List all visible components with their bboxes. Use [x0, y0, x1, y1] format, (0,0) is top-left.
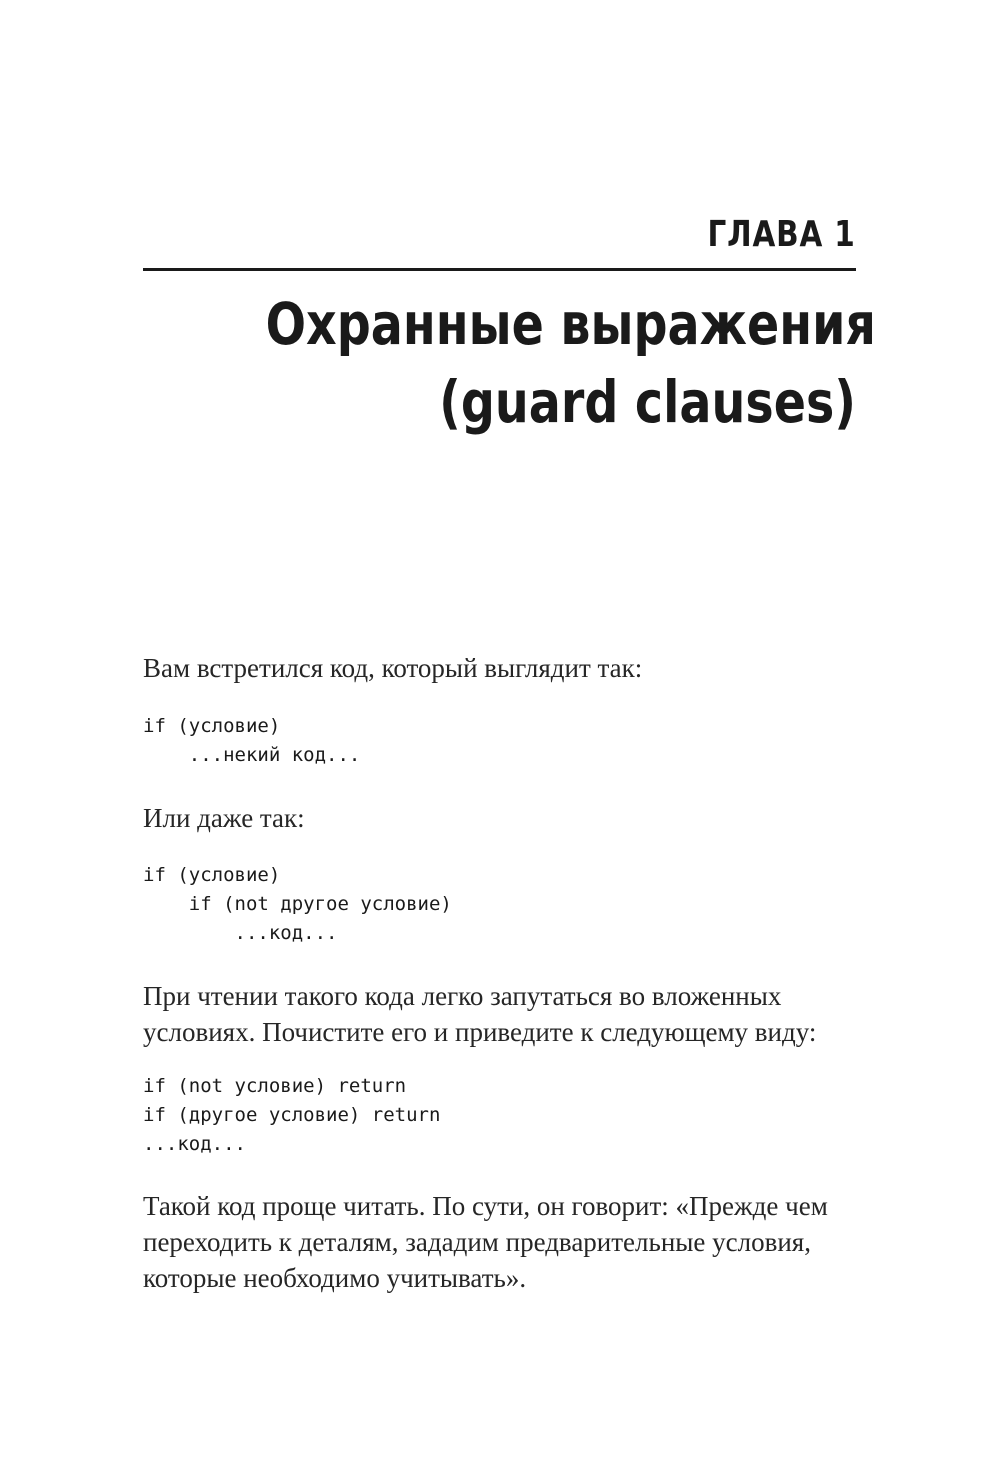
chapter-title [265, 285, 876, 441]
paragraph-3-line-2: условиях. Почистите его и приведите к следующему виду: [143, 1017, 817, 1047]
paragraph-4 [143, 1188, 828, 1296]
code-line: ...некий код... [143, 744, 361, 766]
code-line: if (not другое условие) [143, 893, 452, 915]
code-line: ...код... [143, 1133, 246, 1155]
chapter-divider [143, 268, 856, 271]
paragraph-1: Вам встретился код, который выглядит так: [143, 653, 643, 683]
code-block-3 [143, 1072, 440, 1159]
code-line: if (условие) [143, 715, 281, 737]
code-line: if (not условие) return [143, 1075, 407, 1097]
code-line: ...код... [143, 922, 338, 944]
paragraph-4-line-1: Такой код проще читать. По сути, он говорит: «Прежде чем [143, 1191, 828, 1221]
paragraph-4-line-3: которые необходимо учитывать». [143, 1263, 527, 1293]
chapter-title-line-1: Охранные выражения [265, 290, 876, 358]
paragraph-3 [143, 978, 816, 1050]
code-line: if (другое условие) return [143, 1104, 441, 1126]
code-line: if (условие) [143, 864, 281, 886]
paragraph-4-line-2: переходить к деталям, зададим предварительные условия, [143, 1227, 811, 1257]
code-block-2 [143, 861, 452, 948]
chapter-title-line-2: (guard clauses) [439, 368, 856, 436]
paragraph-3-line-1: При чтении такого кода легко запутаться во вложенных [143, 981, 782, 1011]
paragraph-2: Или даже так: [143, 803, 305, 833]
chapter-label: ГЛАВА 1 [707, 214, 856, 255]
code-block-1 [143, 712, 360, 770]
